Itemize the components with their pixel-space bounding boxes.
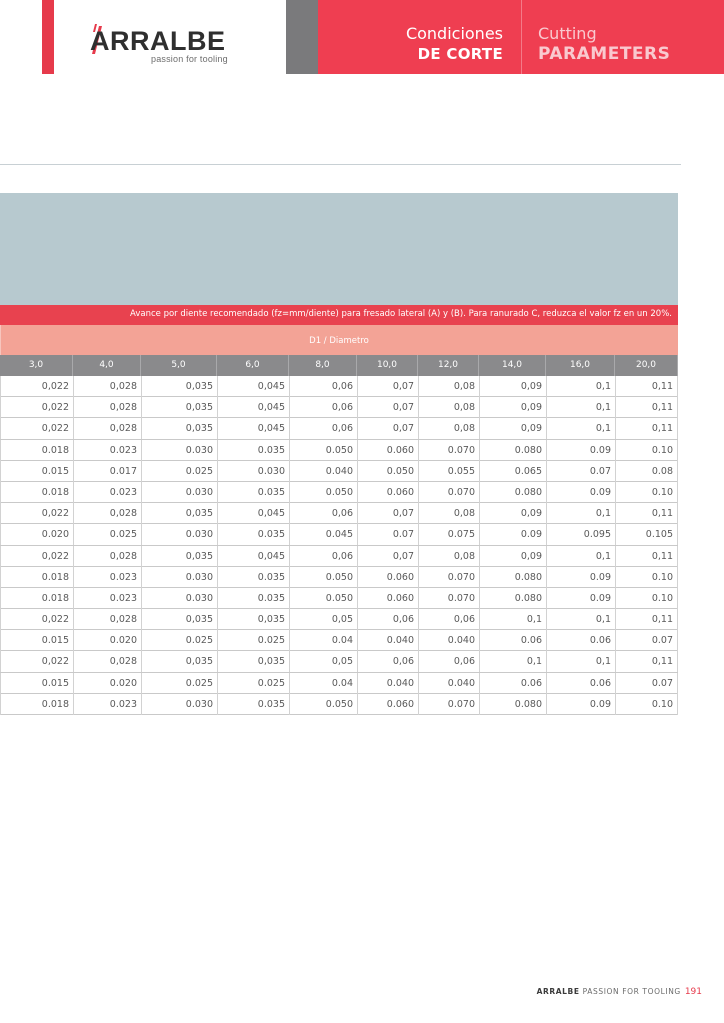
- table-row: [0, 609, 678, 630]
- table-cell: 0,045: [217, 418, 289, 439]
- table-cell: 0.055: [418, 461, 479, 482]
- table-cell: 0,028: [73, 376, 141, 397]
- table-cell: 0,07: [357, 376, 418, 397]
- table-cell: 0.050: [289, 440, 357, 461]
- column-header: 3,0: [0, 355, 73, 376]
- table-cell: 0.023: [73, 440, 141, 461]
- table-cell: 0.025: [141, 673, 217, 694]
- table-cell: 0.10: [615, 694, 678, 715]
- arralbe-logo: [90, 20, 240, 66]
- table-cell: 0,09: [479, 418, 546, 439]
- table-cell: 0,07: [357, 397, 418, 418]
- table-cell: 0.050: [289, 588, 357, 609]
- table-cell: 0.030: [141, 694, 217, 715]
- page-number: 191: [684, 987, 702, 997]
- table-cell: 0.030: [217, 461, 289, 482]
- table-cell: 0,08: [418, 376, 479, 397]
- header-en-line1: Cutting: [538, 24, 597, 43]
- table-cell: 0.050: [289, 567, 357, 588]
- table-cell: 0.020: [73, 673, 141, 694]
- table-cell: 0.09: [479, 524, 546, 545]
- table-cell: 0.023: [73, 567, 141, 588]
- table-cell: 0.060: [357, 588, 418, 609]
- table-cell: 0.018: [0, 588, 73, 609]
- table-cell: 0.080: [479, 482, 546, 503]
- table-cell: 0.060: [357, 440, 418, 461]
- table-cell: 0,045: [217, 503, 289, 524]
- table-cell: 0,1: [546, 651, 615, 672]
- table-cell: 0.04: [289, 673, 357, 694]
- table-cell: 0.040: [418, 630, 479, 651]
- table-cell: 0,1: [479, 609, 546, 630]
- table-cell: 0.023: [73, 694, 141, 715]
- table-cell: 0.070: [418, 694, 479, 715]
- table-row: [0, 546, 678, 567]
- table-cell: 0.080: [479, 440, 546, 461]
- table-cell: 0.050: [357, 461, 418, 482]
- table-cell: 0.020: [0, 524, 73, 545]
- header-divider: [521, 0, 522, 74]
- table-cell: 0.080: [479, 588, 546, 609]
- table-cell: 0,035: [141, 397, 217, 418]
- table-cell: 0.065: [479, 461, 546, 482]
- feed-note-text: Avance por diente recomendado (fz=mm/diente) para fresado lateral (A) y (B). Para ranurado C, reduzca el valor fz en un 20%.: [130, 309, 672, 319]
- column-header: 6,0: [217, 355, 289, 376]
- diameter-header: [0, 325, 678, 355]
- table-cell: 0,06: [289, 546, 357, 567]
- table-cell: 0.060: [357, 482, 418, 503]
- column-header: 4,0: [73, 355, 141, 376]
- table-cell: 0.040: [418, 673, 479, 694]
- table-row: [0, 524, 678, 545]
- table-row: [0, 482, 678, 503]
- table-row: [0, 376, 678, 397]
- column-header: 20,0: [615, 355, 678, 376]
- table-cell: 0,06: [289, 376, 357, 397]
- header-es-line2: DE CORTE: [417, 45, 503, 63]
- table-cell: 0,045: [217, 397, 289, 418]
- table-cell: 0.045: [289, 524, 357, 545]
- table-row: [0, 567, 678, 588]
- table-cell: 0.07: [546, 461, 615, 482]
- table-cell: 0.030: [141, 524, 217, 545]
- table-cell: 0,028: [73, 609, 141, 630]
- table-cell: 0.020: [73, 630, 141, 651]
- table-cell: 0,07: [357, 418, 418, 439]
- table-cell: 0,06: [289, 397, 357, 418]
- table-cell: 0.023: [73, 588, 141, 609]
- table-row: [0, 588, 678, 609]
- table-row: [0, 673, 678, 694]
- table-cell: 0.075: [418, 524, 479, 545]
- table-cell: 0.070: [418, 440, 479, 461]
- section-rule: [0, 164, 681, 165]
- table-cell: 0,022: [0, 418, 73, 439]
- table-cell: 0.04: [289, 630, 357, 651]
- header-title-es: [380, 24, 503, 64]
- header-en-line2: PARAMETERS: [538, 44, 671, 64]
- table-cell: 0.050: [289, 482, 357, 503]
- table-image-area: [0, 193, 678, 305]
- table-cell: 0.07: [615, 630, 678, 651]
- footer-tagline: PASSION FOR TOOLING: [582, 987, 681, 996]
- table-cell: 0.015: [0, 630, 73, 651]
- table-cell: 0,06: [289, 503, 357, 524]
- table-cell: 0,028: [73, 418, 141, 439]
- table-cell: 0.060: [357, 567, 418, 588]
- table-cell: 0,11: [615, 503, 678, 524]
- table-row: [0, 418, 678, 439]
- table-cell: 0.09: [546, 567, 615, 588]
- table-cell: 0,022: [0, 546, 73, 567]
- table-cell: 0,022: [0, 609, 73, 630]
- table-cell: 0.08: [615, 461, 678, 482]
- table-cell: 0,08: [418, 503, 479, 524]
- table-cell: 0,06: [418, 609, 479, 630]
- table-cell: 0.06: [479, 673, 546, 694]
- table-cell: 0.06: [479, 630, 546, 651]
- table-cell: 0.040: [357, 630, 418, 651]
- table-cell: 0.018: [0, 567, 73, 588]
- column-header: 10,0: [357, 355, 418, 376]
- diameter-header-edge: [0, 325, 1, 355]
- table-cell: 0,09: [479, 376, 546, 397]
- column-header: 8,0: [289, 355, 357, 376]
- table-cell: 0,06: [357, 651, 418, 672]
- table-cell: 0.105: [615, 524, 678, 545]
- table-cell: 0.070: [418, 567, 479, 588]
- table-cell: 0.10: [615, 588, 678, 609]
- table-cell: 0,11: [615, 418, 678, 439]
- footer-brand: ARRALBE: [536, 987, 580, 996]
- table-cell: 0.015: [0, 673, 73, 694]
- table-cell: 0,035: [141, 503, 217, 524]
- table-cell: 0,07: [357, 546, 418, 567]
- table-cell: 0,035: [217, 609, 289, 630]
- table-cell: 0,08: [418, 546, 479, 567]
- table-cell: 0.030: [141, 440, 217, 461]
- table-cell: 0,045: [217, 376, 289, 397]
- table-cell: 0,035: [141, 376, 217, 397]
- table-cell: 0,11: [615, 376, 678, 397]
- table-row: [0, 461, 678, 482]
- table-cell: 0.025: [217, 630, 289, 651]
- table-row: [0, 440, 678, 461]
- page-footer: [537, 987, 702, 997]
- table-cell: 0,06: [357, 609, 418, 630]
- table-cell: 0,11: [615, 397, 678, 418]
- table-cell: 0,1: [546, 609, 615, 630]
- table-cell: 0,09: [479, 546, 546, 567]
- table-cell: 0.09: [546, 588, 615, 609]
- diameter-column-headers: [0, 355, 678, 376]
- table-cell: 0.035: [217, 567, 289, 588]
- table-cell: 0,022: [0, 376, 73, 397]
- table-cell: 0,035: [217, 651, 289, 672]
- table-cell: 0.035: [217, 588, 289, 609]
- table-cell: 0.035: [217, 440, 289, 461]
- table-cell: 0,022: [0, 651, 73, 672]
- table-cell: 0,028: [73, 546, 141, 567]
- table-cell: 0.09: [546, 694, 615, 715]
- table-cell: 0,028: [73, 397, 141, 418]
- table-row: [0, 503, 678, 524]
- table-cell: 0,11: [615, 651, 678, 672]
- table-cell: 0,09: [479, 503, 546, 524]
- table-cell: 0.018: [0, 694, 73, 715]
- column-header: 14,0: [479, 355, 546, 376]
- table-cell: 0.040: [289, 461, 357, 482]
- header-gray-band: [286, 0, 318, 74]
- table-cell: 0,08: [418, 418, 479, 439]
- table-cell: 0.070: [418, 482, 479, 503]
- column-header: 5,0: [141, 355, 217, 376]
- table-row: [0, 651, 678, 672]
- table-cell: 0.030: [141, 567, 217, 588]
- table-cell: 0,1: [546, 418, 615, 439]
- table-cell: 0,05: [289, 651, 357, 672]
- logo-tagline: passion for tooling: [151, 54, 228, 64]
- table-cell: 0,06: [418, 651, 479, 672]
- table-cell: 0.025: [141, 461, 217, 482]
- table-cell: 0.080: [479, 567, 546, 588]
- diameter-label: D1 / Diametro: [309, 336, 369, 346]
- table-cell: 0.035: [217, 524, 289, 545]
- table-row: [0, 630, 678, 651]
- table-cell: 0,07: [357, 503, 418, 524]
- table-cell: 0,09: [479, 397, 546, 418]
- table-cell: 0,045: [217, 546, 289, 567]
- table-row: [0, 397, 678, 418]
- table-cell: 0.060: [357, 694, 418, 715]
- table-cell: 0.023: [73, 482, 141, 503]
- table-cell: 0.06: [546, 630, 615, 651]
- table-cell: 0.050: [289, 694, 357, 715]
- table-cell: 0.018: [0, 482, 73, 503]
- table-cell: 0.035: [217, 694, 289, 715]
- table-cell: 0.030: [141, 588, 217, 609]
- table-cell: 0,028: [73, 503, 141, 524]
- table-row: [0, 694, 678, 715]
- column-header: 12,0: [418, 355, 479, 376]
- table-cell: 0.025: [73, 524, 141, 545]
- table-cell: 0,035: [141, 651, 217, 672]
- table-cell: 0,1: [546, 397, 615, 418]
- table-cell: 0.018: [0, 440, 73, 461]
- feed-rate-table: [0, 376, 678, 715]
- table-cell: 0.015: [0, 461, 73, 482]
- table-cell: 0.025: [217, 673, 289, 694]
- header-title-en: [538, 24, 688, 64]
- table-cell: 0.030: [141, 482, 217, 503]
- table-cell: 0,11: [615, 546, 678, 567]
- table-cell: 0,035: [141, 546, 217, 567]
- table-cell: 0,1: [546, 546, 615, 567]
- table-cell: 0,08: [418, 397, 479, 418]
- feed-note-bar: [0, 305, 678, 325]
- table-cell: 0.040: [357, 673, 418, 694]
- table-cell: 0.095: [546, 524, 615, 545]
- table-cell: 0.06: [546, 673, 615, 694]
- table-cell: 0.10: [615, 440, 678, 461]
- logo-wordmark: ARRALBE: [90, 26, 226, 56]
- table-cell: 0,028: [73, 651, 141, 672]
- table-cell: 0,1: [546, 503, 615, 524]
- table-cell: 0,06: [289, 418, 357, 439]
- table-cell: 0.10: [615, 482, 678, 503]
- table-cell: 0,11: [615, 609, 678, 630]
- table-cell: 0.07: [615, 673, 678, 694]
- table-cell: 0,022: [0, 397, 73, 418]
- header-accent-bar: [42, 0, 54, 74]
- table-cell: 0,035: [141, 418, 217, 439]
- table-cell: 0,035: [141, 609, 217, 630]
- table-cell: 0.035: [217, 482, 289, 503]
- table-cell: 0,05: [289, 609, 357, 630]
- table-cell: 0.07: [357, 524, 418, 545]
- table-cell: 0.017: [73, 461, 141, 482]
- header-es-line1: Condiciones: [405, 24, 503, 43]
- table-cell: 0,1: [479, 651, 546, 672]
- table-cell: 0.09: [546, 482, 615, 503]
- table-cell: 0.10: [615, 567, 678, 588]
- table-cell: 0.025: [141, 630, 217, 651]
- table-cell: 0.080: [479, 694, 546, 715]
- table-cell: 0,022: [0, 503, 73, 524]
- column-header: 16,0: [546, 355, 615, 376]
- table-cell: 0.09: [546, 440, 615, 461]
- table-cell: 0.070: [418, 588, 479, 609]
- table-cell: 0,1: [546, 376, 615, 397]
